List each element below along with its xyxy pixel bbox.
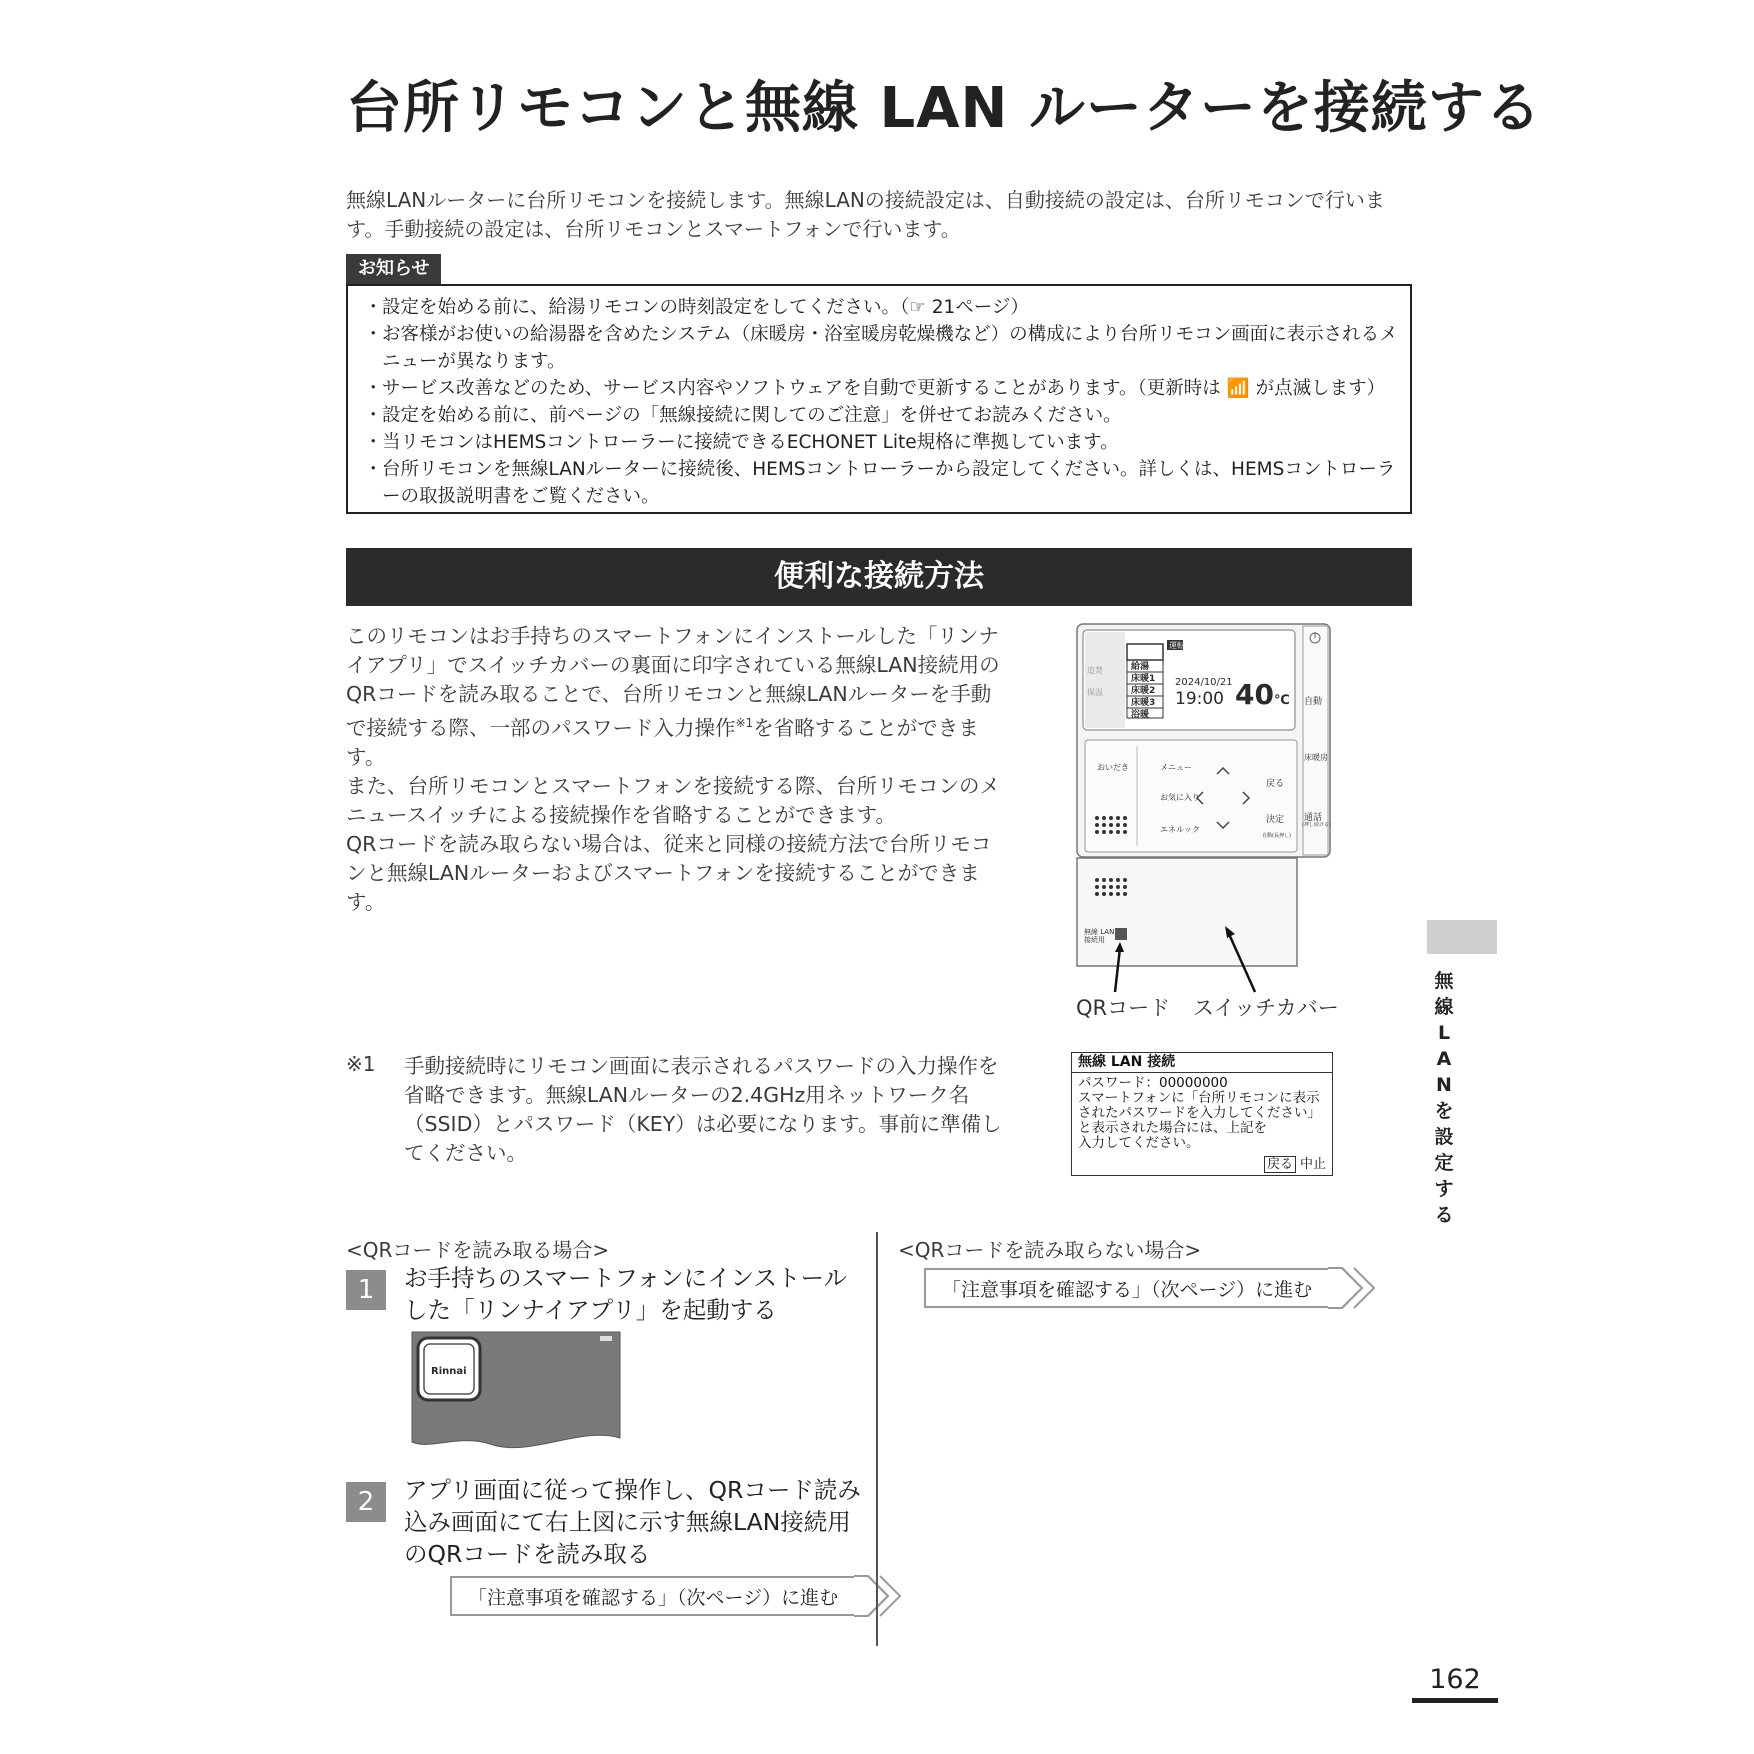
next-page-link[interactable]: 「注意事項を確認する」（次ページ）に進む <box>924 1268 1378 1310</box>
next-page-link[interactable]: 「注意事項を確認する」（次ページ）に進む <box>450 1576 904 1618</box>
chevron-right-icon <box>1328 1266 1378 1310</box>
qr-sticker-label: 無線 LAN 接続用 <box>1084 928 1115 944</box>
column-divider <box>876 1232 878 1646</box>
page-number-rule <box>1412 1698 1498 1703</box>
notice-item: ・ 台所リモコンを無線LANルーターに接続後、HEMSコントローラーから設定してください。詳しくは、HEMSコントローラーの取扱説明書をご覧ください。 <box>364 456 1410 510</box>
footnote-mark: ※1 <box>346 1052 376 1076</box>
screen-line: パスワード：00000000 <box>1078 1075 1228 1091</box>
qr-read-heading: <QRコードを読み取る場合> <box>346 1238 610 1262</box>
notice-item: ・ お客様がお使いの給湯器を含めたシステム（床暖房・浴室暖房乾燥機など）の構成により台所リモコン画面に表示されるメニューが異なります。 <box>364 321 1410 375</box>
footnote-text: 手動接続時にリモコン画面に表示されるパスワードの入力操作を省略できます。無線LANルーターの2.4GHz用ネットワーク名（SSID）とパスワード（KEY）は必要になります。事前に準備してください。 <box>404 1054 1002 1165</box>
remote-left-labels: 追焚 保温 <box>1087 666 1103 697</box>
button-ok[interactable]: 決定 <box>1266 815 1285 825</box>
screen-stop-button[interactable]: 中止 <box>1299 1157 1326 1172</box>
button-back[interactable]: 戻る <box>1266 779 1285 789</box>
body-paragraph-2: また、台所リモコンとスマートフォンを接続する際、台所リモコンのメニュースイッチによる接続操作を省略することができます。 <box>346 773 1000 827</box>
rinnai-app-icon[interactable]: Rinnai <box>431 1366 467 1377</box>
screen-title: 無線 LAN 接続 <box>1072 1053 1332 1073</box>
step-1-text: お手持ちのスマートフォンにインストールした「リンナイアプリ」を起動する <box>404 1264 847 1324</box>
lan-screen-example <box>1071 1052 1333 1176</box>
side-button-auto[interactable]: 自動 <box>1304 697 1323 707</box>
step-2-text: アプリ画面に従って操作し、QRコード読み込み画面にて右上図に示す無線LAN接続用のQRコードを読み取る <box>404 1476 861 1568</box>
remote-time: 19:00 <box>1175 689 1224 709</box>
qr-noread-heading: <QRコードを読み取らない場合> <box>898 1238 1202 1262</box>
caption-switch-cover: スイッチカバー <box>1193 996 1339 1020</box>
notice-box <box>346 284 1412 514</box>
screen-back-button[interactable]: 戻る <box>1264 1156 1296 1173</box>
side-button-floor-heating[interactable]: 床暖房 <box>1304 753 1328 762</box>
body-text <box>346 622 1001 917</box>
notice-item: ・ 設定を始める前に、給湯リモコンの時刻設定をしてください。（☞ 21ページ） <box>364 294 1410 321</box>
body-paragraph-1-end: を省略することができます。 <box>346 715 979 769</box>
side-button-sub-label: (押し続ける) <box>1302 822 1331 828</box>
app-screen-illustration <box>410 1330 624 1454</box>
button-favorite[interactable]: お気に入り <box>1160 793 1200 802</box>
screen-line: されたパスワードを入力してください」 <box>1078 1105 1321 1121</box>
chevron-right-icon <box>854 1574 904 1618</box>
page-number: 162 <box>1429 1664 1481 1695</box>
step-number: 2 <box>346 1482 386 1522</box>
footnote-ref: ※1 <box>735 716 754 730</box>
step-number: 1 <box>346 1270 386 1310</box>
intro-paragraph: 無線LANルーターに台所リモコンを接続します。無線LANの接続設定は、自動接続の設定は、台所リモコンで行います。手動接続の設定は、台所リモコンとスマートフォンで行います。 <box>346 188 1385 241</box>
body-paragraph-1: このリモコンはお手持ちのスマートフォンにインストールした「リンナイアプリ」でスイッチカバーの裏面に印字されている無線LAN接続用のQRコードを読み取ることで、台所リモコンと無線LANルーターを手動で接続する際、一部のパスワード入力操作 <box>346 624 1000 740</box>
screen-line: 入力してください。 <box>1078 1135 1200 1151</box>
body-paragraph-3: QRコードを読み取らない場合は、従来と同様の接続方法で台所リモコンと無線LANルーターおよびスマートフォンを接続することができます。 <box>346 831 992 914</box>
remote-temperature: 40℃ <box>1235 678 1290 711</box>
button-menu[interactable]: メニュー <box>1160 763 1192 772</box>
section-heading: 便利な接続方法 <box>346 548 1412 606</box>
side-tab-label: 無線LANを設定する <box>1434 970 1454 1226</box>
notice-tag: お知らせ <box>346 254 441 284</box>
notice-item: ・ サービス改善などのため、サービス内容やソフトウェアを自動で更新することがあります。（更新時は 📶 が点滅します） <box>364 375 1410 402</box>
button-ok-sub: 自動(長押し) <box>1262 833 1291 839</box>
screen-line: スマートフォンに「台所リモコンに表示 <box>1078 1090 1320 1106</box>
side-button-talk[interactable]: 通話 <box>1304 813 1323 823</box>
remote-date: 2024/10/21 <box>1175 677 1233 688</box>
notice-item: ・ 当リモコンはHEMSコントローラーに接続できるECHONET Lite規格に準拠しています。 <box>364 429 1410 456</box>
caption-qr-code: QRコード <box>1076 996 1171 1020</box>
notice-item: ・ 設定を始める前に、前ページの「無線接続に関してのご注意」を併せてお読みください。 <box>364 402 1410 429</box>
remote-screen-menu: 給湯 床暖1 床暖2 床暖3 浴暖 <box>1131 662 1156 720</box>
operation-badge: 運転 <box>1169 641 1185 650</box>
page-title: 台所リモコンと無線 LAN ルーターを接続する <box>346 76 1542 141</box>
side-tab-marker <box>1427 920 1497 954</box>
button-oidaki[interactable]: おいだき <box>1097 763 1129 772</box>
screen-line: と表示された場合には、上記を <box>1078 1120 1267 1136</box>
button-eco[interactable]: エネルック <box>1160 825 1200 834</box>
